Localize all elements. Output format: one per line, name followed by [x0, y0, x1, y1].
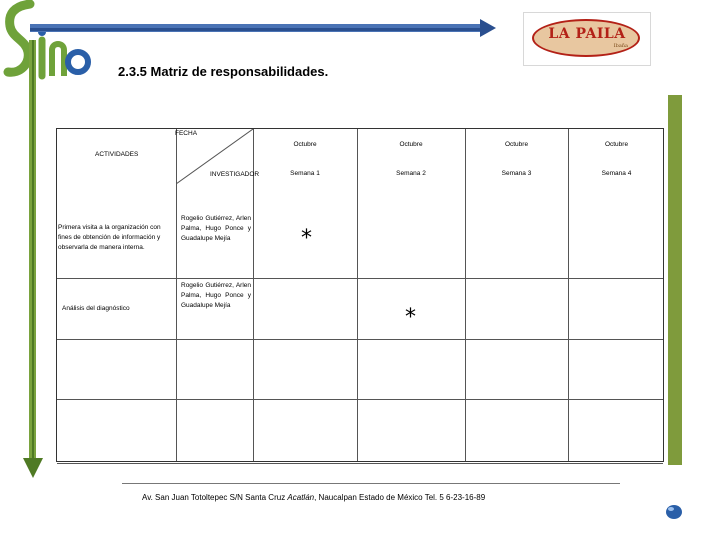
- blue-dot-icon: [664, 503, 684, 521]
- month-header: Octubre: [399, 141, 423, 148]
- column-divider: [568, 129, 569, 461]
- responsible-text: Rogelio Gutiérrez, Arlen Palma, Hugo Ponce y Guadalupe Mejía: [181, 215, 251, 242]
- footer-text-end: , Naucalpan Estado de México Tel. 5 6-23-16-89: [314, 493, 486, 502]
- responsibility-matrix: [56, 128, 664, 462]
- brand-logo: [523, 12, 651, 66]
- row-divider: [57, 399, 663, 400]
- decorative-bar: [668, 95, 682, 465]
- page-title: 2.3.5 Matriz de responsabilidades.: [118, 64, 329, 79]
- fecha-label: FECHA: [175, 130, 198, 137]
- week-header: Semana 3: [501, 170, 532, 177]
- arrow-down-icon: [22, 40, 44, 480]
- footer-italic: Acatlán: [287, 493, 315, 502]
- brand-name: LA PAILA: [548, 26, 626, 42]
- month-header: Octubre: [504, 141, 529, 148]
- month-header: Octubre: [604, 141, 629, 148]
- activity-mark: *: [301, 226, 312, 251]
- activity-mark: *: [405, 305, 416, 330]
- responsible-text: Rogelio Gutiérrez, Arlen Palma, Hugo Ponce y Guadalupe Mejía: [181, 282, 251, 309]
- week-header: Semana 2: [396, 170, 426, 177]
- investigador-label: INVESTIGADOR: [210, 171, 260, 178]
- footer-address: [142, 493, 485, 502]
- actividades-label: ACTIVIDADES: [95, 151, 139, 158]
- activity-text: Análisis del diagnóstico: [62, 305, 130, 312]
- company-logo: [0, 0, 100, 100]
- month-header: Octubre: [293, 141, 317, 148]
- footer-text: Av. San Juan Totoltepec S/N Santa Cruz: [142, 493, 288, 502]
- activity-text: Primera visita a la organización con fines de obtención de información y observarla de manera interna.: [58, 224, 161, 251]
- week-header: Semana 1: [290, 170, 320, 177]
- row-divider: [57, 278, 663, 279]
- column-divider: [357, 129, 358, 461]
- row-divider: [57, 339, 663, 340]
- row-divider: [57, 463, 663, 464]
- brand-subtitle: Ibaña: [613, 43, 628, 49]
- arrow-right-icon: [30, 18, 500, 44]
- week-header: Semana 4: [601, 170, 632, 177]
- column-divider: [465, 129, 466, 461]
- footer-divider: [122, 483, 620, 484]
